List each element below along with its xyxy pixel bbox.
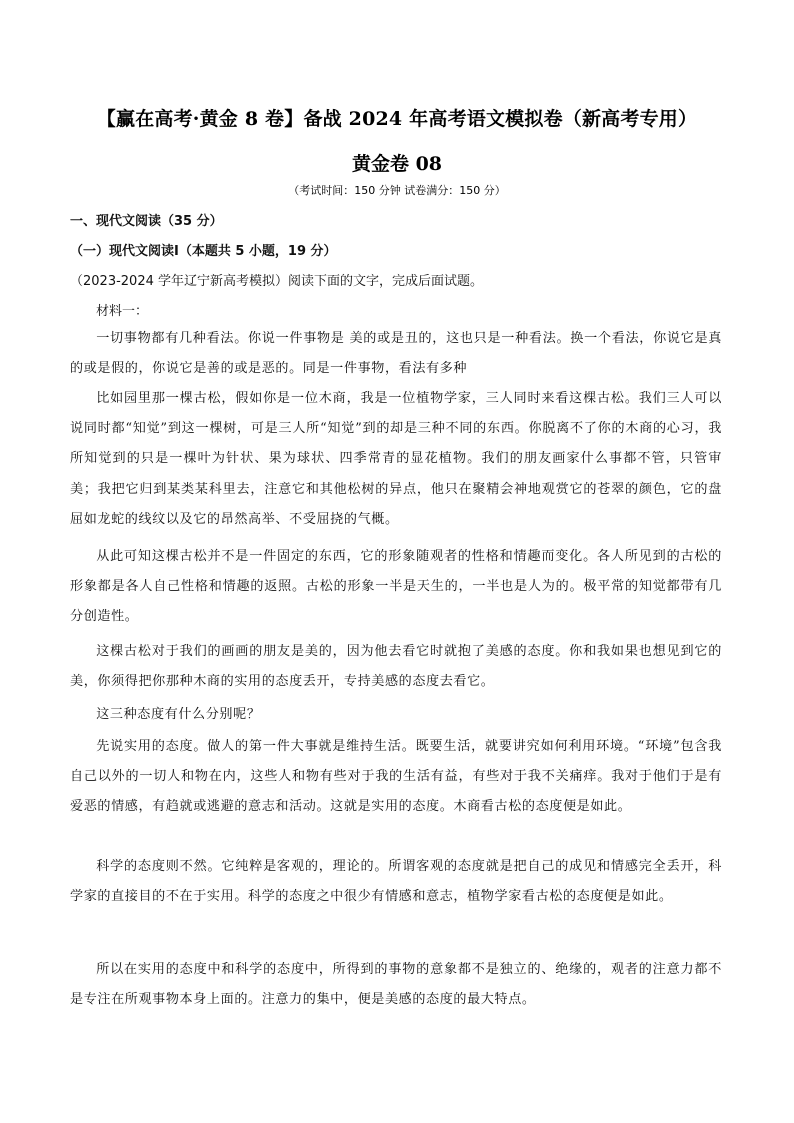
paragraph: 一切事物都有几种看法。你说一件事物是 美的或是丑的，这也只是一种看法。换一个看法，你说它是真的或是假的，你说它是善的或是恶的。同是一件事物，看法有多种 [70, 331, 722, 377]
sub-section-heading: （一）现代文阅读Ⅰ（本题共 5 小题，19 分） [70, 244, 337, 259]
paragraph: 这棵古松对于我们的画画的朋友是美的，因为他去看它时就抱了美感的态度。你和我如果也想见到它的美，你须得把你那种木商的实用的态度丢开，专持美感的态度去看它。 [70, 644, 722, 690]
paragraph: 比如园里那一棵古松，假如你是一位木商，我是一位植物学家，三人同时来看这棵古松。我们三人可以说同时都“知觉”到这一棵树，可是三人所“知觉”到的却是三种不同的东西。你脱离不了你的木商的心习，我所知觉到的只是一棵叶为针状、果为球状、四季常青的显花植物。我们的朋友画家什么事都不管，只管审美；我把它归到某类某科里去，注意它和其他松树的异点，他只在聚精会神地观赏它的苍翠的颜色，它的盘屈如龙蛇的线纹以及它的昂然高举、不受屈挠的气概。 [70, 391, 722, 527]
exam-info: （考试时间：150 分钟 试卷满分：150 分） [288, 184, 506, 197]
paragraph: 科学的态度则不然。它纯粹是客观的，理论的。所谓客观的态度就是把自己的成见和情感完全丢开，科学家的直接目的不在于实用。科学的态度之中很少有情感和意志，植物学家看古松的态度便是如此。 [70, 859, 722, 905]
paragraph: 所以在实用的态度中和科学的态度中，所得到的事物的意象都不是独立的、绝缘的，观者的注意力都不是专注在所观事物本身上面的。注意力的集中，便是美感的态度的最大特点。 [70, 962, 722, 1008]
material-label: 材料一： [96, 304, 149, 319]
paragraph: 从此可知这棵古松并不是一件固定的东西，它的形象随观者的性格和情趣而变化。各人所见到的古松的形象都是各人自己性格和情趣的返照。古松的形象一半是天生的，一半也是人为的。极平常的知觉都带有几分创造性。 [70, 549, 722, 625]
paragraph: 先说实用的态度。做人的第一件大事就是维持生活。既要生活，就要讲究如何利用环境。“环境”包含我自己以外的一切人和物在内，这些人和物有些对于我的生活有益，有些对于我不关痛痒。我对于他们于是有爱恶的情感，有趋就或逃避的意志和活动。这就是实用的态度。木商看古松的态度便是如此。 [70, 739, 722, 815]
exam-subtitle: 黄金卷 08 [351, 153, 443, 175]
section-heading: 一、现代文阅读（35 分） [70, 214, 223, 229]
source-line: （2023-2024 学年辽宁新高考模拟）阅读下面的文字，完成后面试题。 [70, 274, 483, 289]
exam-title: 【赢在高考·黄金 8 卷】备战 2024 年高考语文模拟卷（新高考专用） [96, 108, 698, 130]
paragraph: 这三种态度有什么分别呢？ [96, 707, 261, 722]
